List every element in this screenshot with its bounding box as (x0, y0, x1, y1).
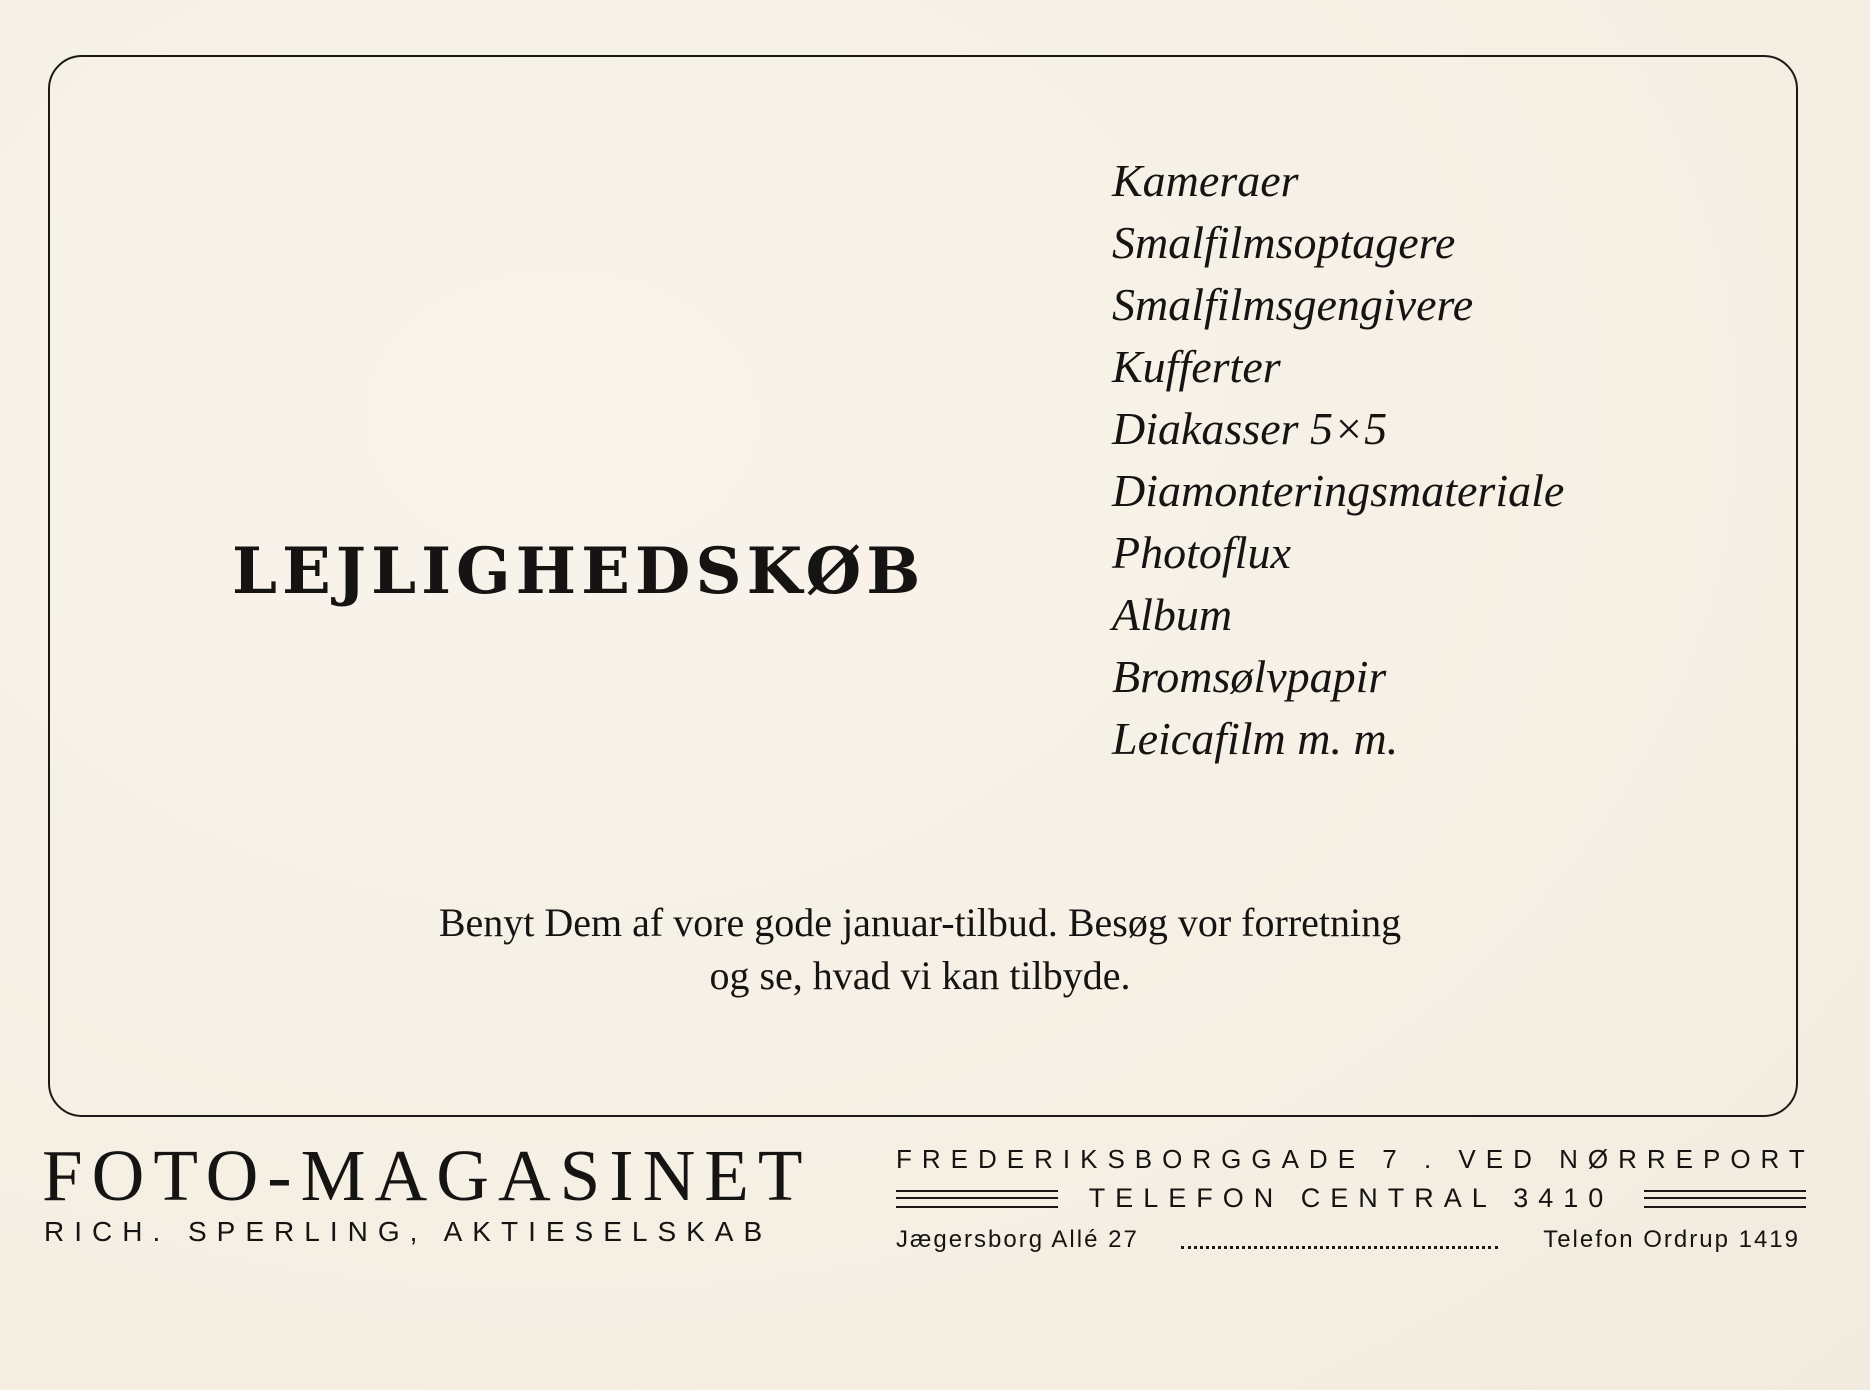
offer-line-2: og se, hvad vi kan tilbyde. (709, 953, 1131, 998)
product-item: Leicafilm m. m. (1112, 713, 1399, 764)
decorative-rule-right (1644, 1190, 1806, 1208)
product-list (1112, 150, 1564, 770)
product-item: Bromsølvpapir (1112, 651, 1387, 702)
product-item: Kameraer (1112, 155, 1299, 206)
central-phone: TELEFON CENTRAL 3410 (1088, 1183, 1614, 1213)
product-item: Diakasser 5×5 (1112, 403, 1388, 454)
headline: LEJLIGHEDSKØB (232, 534, 926, 609)
store-address: FREDERIKSBORGGADE 7 . VED NØRREPORT (896, 1144, 1815, 1174)
dotted-leader (1181, 1246, 1498, 1249)
branch-phone: Telefon Ordrup 1419 (1543, 1226, 1800, 1253)
offer-line-1: Benyt Dem af vore gode januar-tilbud. Besøg vor forretning (438, 900, 1402, 945)
product-item: Smalfilmsoptagere (1112, 217, 1456, 268)
offer-text (230, 896, 1610, 1002)
central-phone-row (896, 1180, 1806, 1216)
product-item: Diamonteringsmateriale (1112, 465, 1565, 516)
branch-row (896, 1222, 1800, 1258)
product-item: Smalfilmsgengivere (1112, 279, 1474, 330)
company-name: RICH. SPERLING, AKTIESELSKAB (44, 1216, 773, 1247)
product-item: Photoflux (1112, 527, 1291, 578)
product-item: Album (1112, 589, 1233, 640)
product-item: Kufferter (1112, 341, 1281, 392)
brand-name: FOTO-MAGASINET (42, 1135, 812, 1216)
branch-address: Jægersborg Allé 27 (896, 1226, 1139, 1253)
